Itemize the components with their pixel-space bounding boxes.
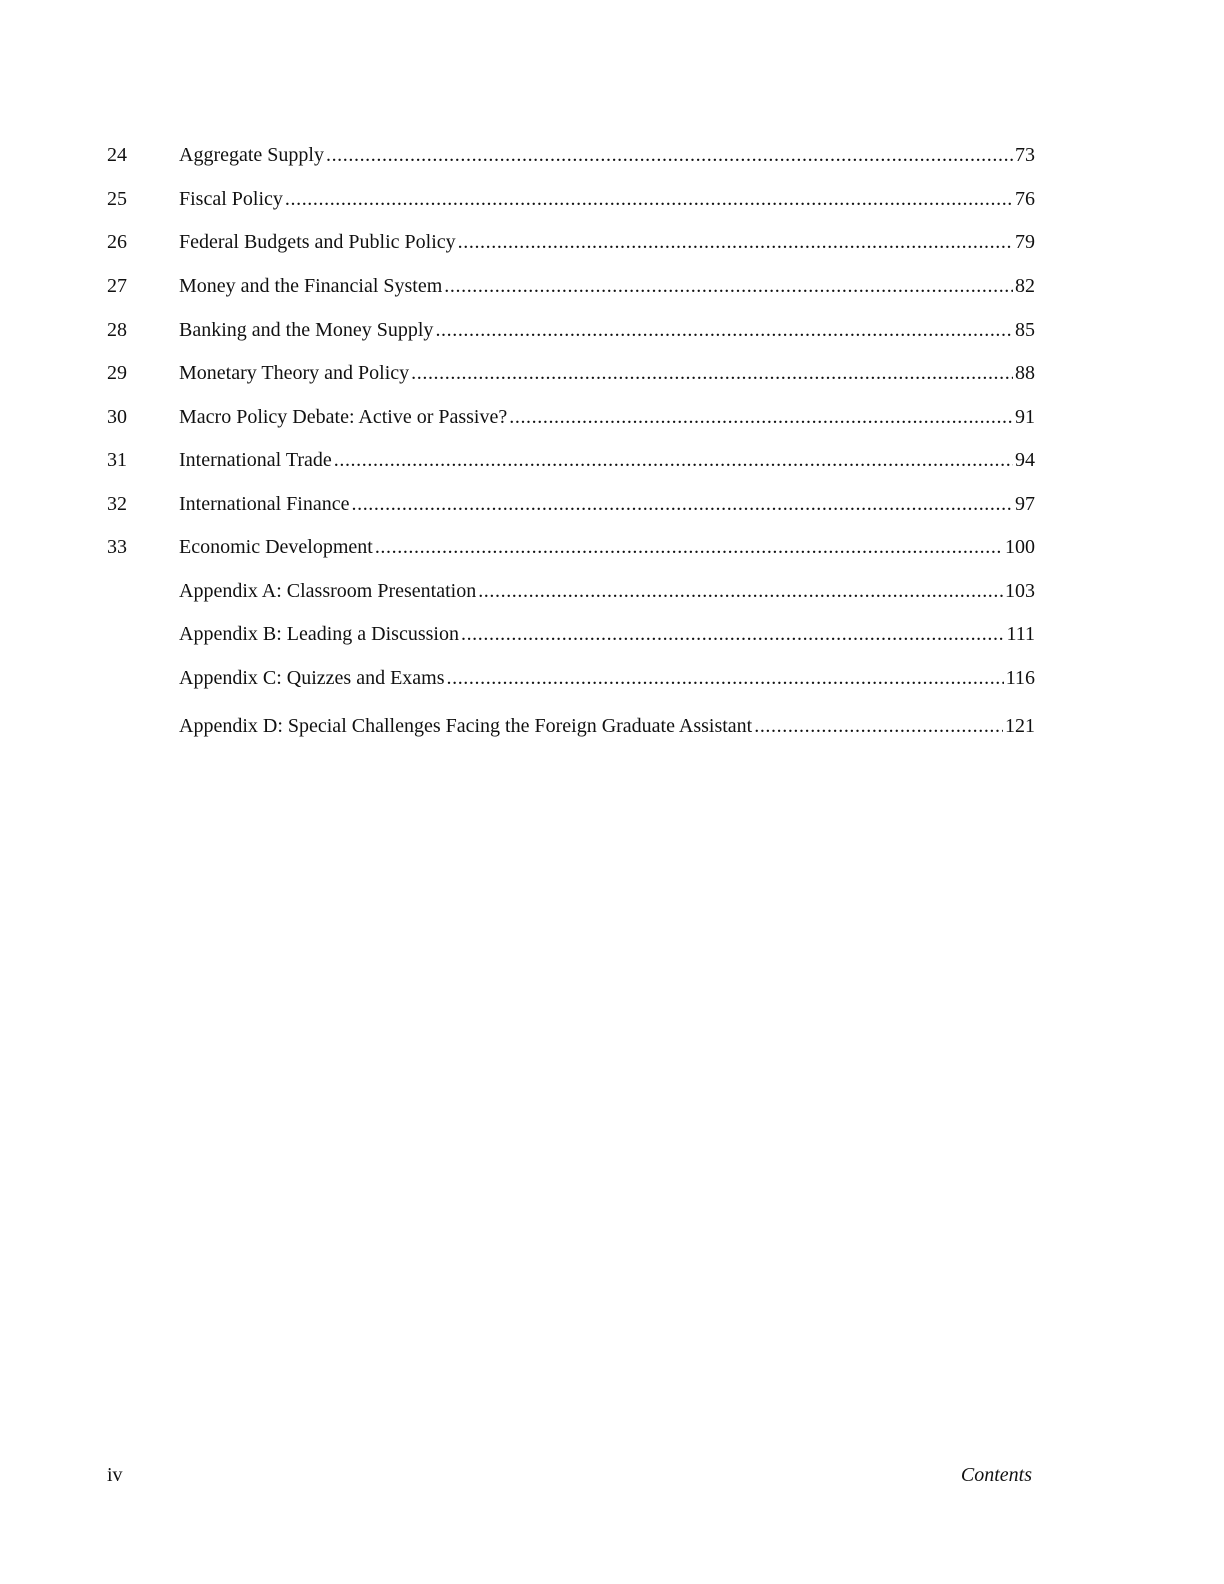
page-number[interactable]: 76 bbox=[1015, 188, 1035, 210]
toc-entry-line bbox=[179, 711, 1035, 741]
dot-leader bbox=[458, 227, 1013, 257]
toc-entry[interactable] bbox=[0, 663, 1224, 693]
page-number[interactable]: 97 bbox=[1015, 493, 1035, 515]
chapter-title[interactable]: Economic Development bbox=[179, 536, 373, 558]
chapter-number: 32 bbox=[107, 493, 127, 515]
chapter-number: 25 bbox=[107, 188, 127, 210]
page-number[interactable]: 79 bbox=[1015, 231, 1035, 253]
dot-leader bbox=[461, 619, 1005, 649]
chapter-title[interactable]: Federal Budgets and Public Policy bbox=[179, 231, 456, 253]
page-number[interactable]: 88 bbox=[1015, 362, 1035, 384]
chapter-title[interactable]: Monetary Theory and Policy bbox=[179, 362, 410, 384]
chapter-title[interactable]: International Finance bbox=[179, 493, 350, 515]
toc-entry-line bbox=[179, 140, 1035, 170]
toc-entry[interactable] bbox=[0, 227, 1224, 257]
dot-leader bbox=[285, 184, 1013, 214]
toc-entry[interactable] bbox=[0, 271, 1224, 301]
toc-entry[interactable] bbox=[0, 576, 1224, 606]
dot-leader bbox=[447, 663, 1004, 693]
toc-entry[interactable] bbox=[0, 140, 1224, 170]
toc-entry-line bbox=[179, 532, 1035, 562]
page-number[interactable]: 82 bbox=[1015, 275, 1035, 297]
page-number[interactable]: 116 bbox=[1005, 667, 1035, 689]
chapter-number: 33 bbox=[107, 536, 127, 558]
dot-leader bbox=[375, 532, 1003, 562]
chapter-title[interactable]: Money and the Financial System bbox=[179, 275, 443, 297]
dot-leader bbox=[411, 358, 1013, 388]
dot-leader bbox=[444, 271, 1013, 301]
appendix-title[interactable]: Appendix C: Quizzes and Exams bbox=[179, 667, 445, 689]
toc-entry-line bbox=[179, 619, 1035, 649]
chapter-number: 26 bbox=[107, 231, 127, 253]
toc-entry-line bbox=[179, 663, 1035, 693]
dot-leader bbox=[352, 489, 1014, 519]
chapter-title[interactable]: Banking and the Money Supply bbox=[179, 319, 434, 341]
toc-entry-line bbox=[179, 358, 1035, 388]
chapter-title[interactable]: Macro Policy Debate: Active or Passive? bbox=[179, 406, 508, 428]
page-number[interactable]: 85 bbox=[1015, 319, 1035, 341]
appendix-title[interactable]: Appendix A: Classroom Presentation bbox=[179, 580, 477, 602]
toc-entry[interactable] bbox=[0, 358, 1224, 388]
toc-entry[interactable] bbox=[0, 711, 1224, 741]
dot-leader bbox=[334, 445, 1013, 475]
chapter-title[interactable]: International Trade bbox=[179, 449, 332, 471]
footer-page-number: iv bbox=[107, 1464, 123, 1486]
chapter-number: 24 bbox=[107, 144, 127, 166]
chapter-title[interactable]: Aggregate Supply bbox=[179, 144, 324, 166]
chapter-number: 27 bbox=[107, 275, 127, 297]
toc-entry-line bbox=[179, 227, 1035, 257]
toc-entry[interactable] bbox=[0, 619, 1224, 649]
appendix-title[interactable]: Appendix D: Special Challenges Facing the Foreign Graduate Assistant bbox=[179, 715, 753, 737]
page-number[interactable]: 94 bbox=[1015, 449, 1035, 471]
dot-leader bbox=[326, 140, 1013, 170]
toc-entry-line bbox=[179, 184, 1035, 214]
page-number[interactable]: 111 bbox=[1006, 623, 1035, 645]
toc-entry-line bbox=[179, 489, 1035, 519]
page-number[interactable]: 100 bbox=[1005, 536, 1035, 558]
toc-entry-line bbox=[179, 315, 1035, 345]
toc-entry[interactable] bbox=[0, 402, 1224, 432]
page-number[interactable]: 91 bbox=[1015, 406, 1035, 428]
toc-entry-line bbox=[179, 445, 1035, 475]
toc-entry-line bbox=[179, 576, 1035, 606]
dot-leader bbox=[478, 576, 1003, 606]
chapter-number: 29 bbox=[107, 362, 127, 384]
toc-entry[interactable] bbox=[0, 532, 1224, 562]
toc-entry[interactable] bbox=[0, 489, 1224, 519]
appendix-title[interactable]: Appendix B: Leading a Discussion bbox=[179, 623, 459, 645]
chapter-title[interactable]: Fiscal Policy bbox=[179, 188, 283, 210]
chapter-number: 30 bbox=[107, 406, 127, 428]
dot-leader bbox=[509, 402, 1013, 432]
chapter-number: 28 bbox=[107, 319, 127, 341]
toc-entry[interactable] bbox=[0, 184, 1224, 214]
dot-leader bbox=[435, 315, 1013, 345]
page-number[interactable]: 73 bbox=[1015, 144, 1035, 166]
dot-leader bbox=[754, 711, 1003, 741]
toc-entry[interactable] bbox=[0, 445, 1224, 475]
chapter-number: 31 bbox=[107, 449, 127, 471]
toc-entry[interactable] bbox=[0, 315, 1224, 345]
toc-entry-line bbox=[179, 402, 1035, 432]
footer-section-title: Contents bbox=[960, 1464, 1032, 1486]
page-number[interactable]: 103 bbox=[1005, 580, 1035, 602]
page-number[interactable]: 121 bbox=[1005, 715, 1035, 737]
toc-entry-line bbox=[179, 271, 1035, 301]
